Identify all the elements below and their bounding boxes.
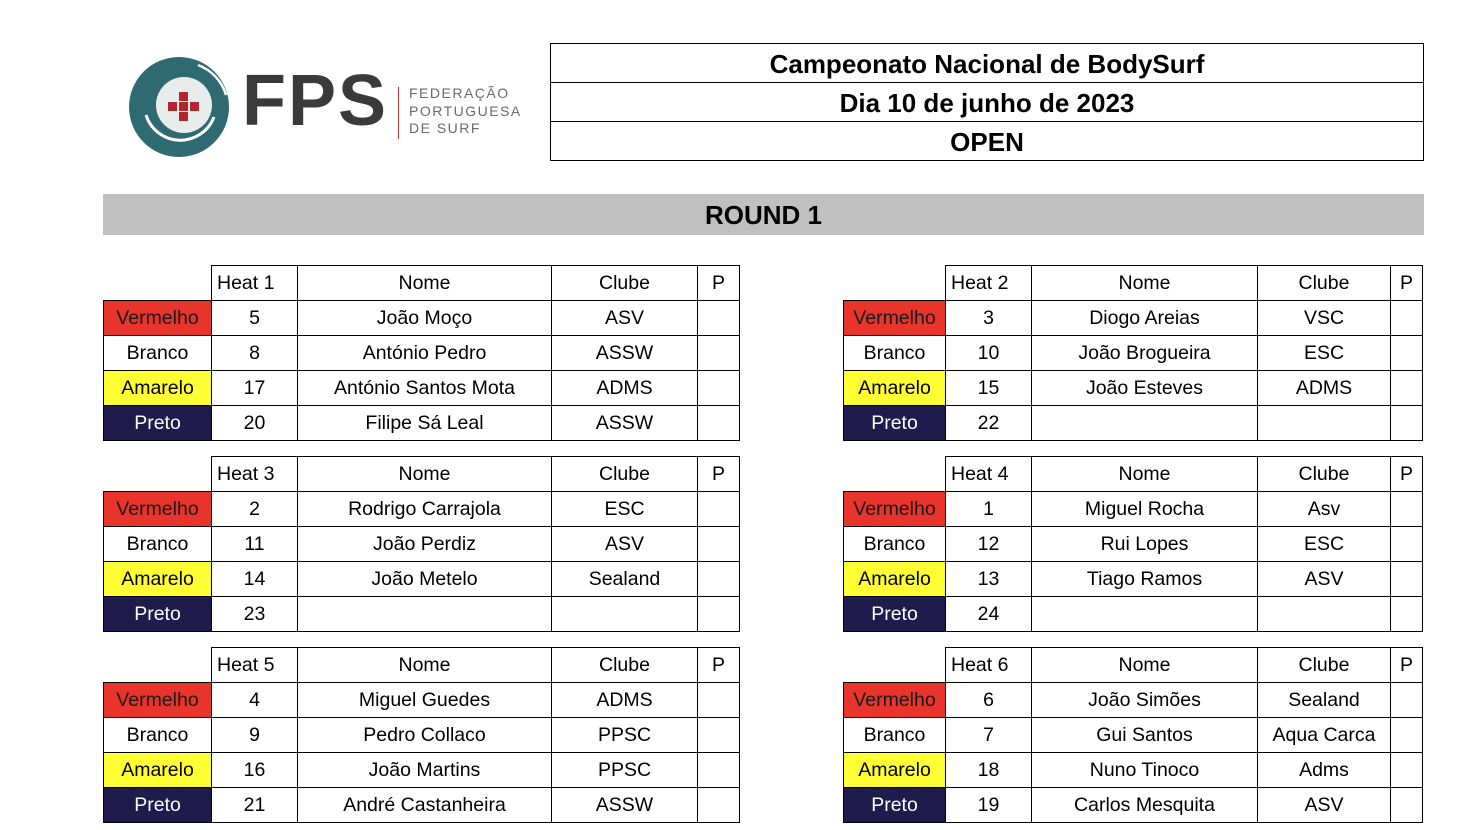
heat-label: Heat 2: [946, 266, 1032, 301]
lycra-color-cell: Vermelho: [104, 683, 212, 718]
surfer-position: [698, 336, 740, 371]
surfer-name: António Pedro: [298, 336, 552, 371]
surfer-name: João Brogueira: [1032, 336, 1258, 371]
surfer-position: [1391, 753, 1423, 788]
column-header-clube: Clube: [1258, 648, 1391, 683]
column-header-p: P: [1391, 648, 1423, 683]
lycra-color-cell: Branco: [844, 336, 946, 371]
lycra-color-cell: Branco: [844, 718, 946, 753]
lycra-color-cell: Amarelo: [844, 753, 946, 788]
column-header-p: P: [698, 457, 740, 492]
surfer-club: Sealand: [1258, 683, 1391, 718]
column-header-nome: Nome: [1032, 266, 1258, 301]
table-row: [844, 406, 1423, 441]
table-row: [104, 562, 740, 597]
surfer-club: ESC: [1258, 527, 1391, 562]
column-header-p: P: [698, 648, 740, 683]
table-row: [104, 788, 740, 823]
table-row: [844, 371, 1423, 406]
heat-label: Heat 4: [946, 457, 1032, 492]
surfer-number: 10: [946, 336, 1032, 371]
surfer-club: Asv: [1258, 492, 1391, 527]
surfer-position: [698, 371, 740, 406]
surfer-club: ESC: [1258, 336, 1391, 371]
surfer-name: Miguel Guedes: [298, 683, 552, 718]
column-header-nome: Nome: [298, 648, 552, 683]
table-row: [844, 527, 1423, 562]
surfer-number: 16: [212, 753, 298, 788]
surfer-club: ASSW: [552, 788, 698, 823]
surfer-name: Rui Lopes: [1032, 527, 1258, 562]
surfer-club: [552, 597, 698, 632]
surfer-number: 2: [212, 492, 298, 527]
surfer-name: Rodrigo Carrajola: [298, 492, 552, 527]
surfer-club: Adms: [1258, 753, 1391, 788]
surfer-name: André Castanheira: [298, 788, 552, 823]
surfer-position: [698, 718, 740, 753]
surfer-name: [1032, 597, 1258, 632]
column-header-nome: Nome: [1032, 648, 1258, 683]
header-corner: [844, 457, 946, 492]
surfer-club: ASV: [552, 527, 698, 562]
heat-header-row: [104, 648, 740, 683]
heat-header-row: [844, 457, 1423, 492]
header-corner: [844, 648, 946, 683]
lycra-color-cell: Preto: [844, 406, 946, 441]
surfer-position: [1391, 597, 1423, 632]
surfer-number: 8: [212, 336, 298, 371]
surfer-name: Tiago Ramos: [1032, 562, 1258, 597]
lycra-color-cell: Vermelho: [104, 301, 212, 336]
surfer-name: Gui Santos: [1032, 718, 1258, 753]
lycra-color-cell: Preto: [104, 597, 212, 632]
column-header-p: P: [1391, 266, 1423, 301]
column-header-nome: Nome: [1032, 457, 1258, 492]
surfer-number: 19: [946, 788, 1032, 823]
lycra-color-cell: Branco: [104, 336, 212, 371]
event-title-box: [550, 43, 1424, 161]
table-row: [844, 753, 1423, 788]
table-row: [844, 492, 1423, 527]
surfer-name: Carlos Mesquita: [1032, 788, 1258, 823]
heat-label: Heat 3: [212, 457, 298, 492]
table-row: [844, 683, 1423, 718]
surfer-position: [1391, 527, 1423, 562]
logo-line-3: DE SURF: [409, 120, 481, 136]
column-header-nome: Nome: [298, 457, 552, 492]
surfer-club: ADMS: [1258, 371, 1391, 406]
surfer-position: [698, 753, 740, 788]
lycra-color-cell: Vermelho: [844, 683, 946, 718]
column-header-p: P: [698, 266, 740, 301]
surfer-position: [698, 788, 740, 823]
surfer-club: PPSC: [552, 753, 698, 788]
surfer-position: [1391, 492, 1423, 527]
surfer-name: Nuno Tinoco: [1032, 753, 1258, 788]
surfer-club: ADMS: [552, 683, 698, 718]
surfer-name: António Santos Mota: [298, 371, 552, 406]
column-header-clube: Clube: [552, 457, 698, 492]
heat-header-row: [104, 457, 740, 492]
column-header-clube: Clube: [552, 648, 698, 683]
round-title: ROUND 1: [103, 194, 1424, 235]
table-row: [104, 753, 740, 788]
table-row: [104, 371, 740, 406]
surfer-position: [698, 527, 740, 562]
surfer-number: 12: [946, 527, 1032, 562]
header-corner: [104, 648, 212, 683]
logo-divider: [398, 87, 399, 139]
lycra-color-cell: Branco: [104, 718, 212, 753]
surfer-number: 20: [212, 406, 298, 441]
column-header-p: P: [1391, 457, 1423, 492]
surfer-club: [1258, 406, 1391, 441]
lycra-color-cell: Amarelo: [844, 562, 946, 597]
fps-logo: [128, 55, 528, 160]
surfer-number: 15: [946, 371, 1032, 406]
surfer-position: [698, 597, 740, 632]
surfer-number: 7: [946, 718, 1032, 753]
heat-table: [103, 265, 740, 441]
heat-header-row: [844, 266, 1423, 301]
surfer-number: 23: [212, 597, 298, 632]
header-corner: [104, 457, 212, 492]
surfer-name: Filipe Sá Leal: [298, 406, 552, 441]
surfer-position: [698, 406, 740, 441]
heat-label: Heat 1: [212, 266, 298, 301]
logo-line-2: PORTUGUESA: [409, 102, 522, 119]
surfer-number: 3: [946, 301, 1032, 336]
heat-table: [843, 265, 1423, 441]
heat-table: [843, 456, 1423, 632]
surfer-number: 11: [212, 527, 298, 562]
surfer-number: 1: [946, 492, 1032, 527]
lycra-color-cell: Vermelho: [104, 492, 212, 527]
surfer-position: [698, 301, 740, 336]
surfer-club: Sealand: [552, 562, 698, 597]
surfer-club: ESC: [552, 492, 698, 527]
table-row: [104, 336, 740, 371]
surfer-name: [1032, 406, 1258, 441]
table-row: [844, 718, 1423, 753]
surfer-position: [698, 492, 740, 527]
surfer-position: [1391, 562, 1423, 597]
header-corner: [844, 266, 946, 301]
surfer-number: 18: [946, 753, 1032, 788]
surfer-name: Pedro Collaco: [298, 718, 552, 753]
event-date: Dia 10 de junho de 2023: [551, 83, 1423, 122]
surfer-name: João Moço: [298, 301, 552, 336]
header-corner: [104, 266, 212, 301]
surfer-number: 24: [946, 597, 1032, 632]
surfer-club: ASV: [552, 301, 698, 336]
column-header-nome: Nome: [298, 266, 552, 301]
heat-table: [843, 647, 1423, 823]
surfer-number: 9: [212, 718, 298, 753]
surfer-club: VSC: [1258, 301, 1391, 336]
lycra-color-cell: Amarelo: [104, 562, 212, 597]
surfer-number: 22: [946, 406, 1032, 441]
surfer-position: [1391, 718, 1423, 753]
surfer-position: [1391, 788, 1423, 823]
surfer-club: PPSC: [552, 718, 698, 753]
table-row: [104, 406, 740, 441]
surfer-number: 14: [212, 562, 298, 597]
surfer-number: 5: [212, 301, 298, 336]
surfer-number: 17: [212, 371, 298, 406]
surfer-name: João Simões: [1032, 683, 1258, 718]
table-row: [104, 683, 740, 718]
table-row: [104, 527, 740, 562]
surfer-name: João Perdiz: [298, 527, 552, 562]
column-header-clube: Clube: [1258, 266, 1391, 301]
table-row: [844, 336, 1423, 371]
table-row: [104, 597, 740, 632]
surfer-club: ASV: [1258, 562, 1391, 597]
surfer-name: [298, 597, 552, 632]
surfer-number: 6: [946, 683, 1032, 718]
lycra-color-cell: Preto: [844, 597, 946, 632]
table-row: [104, 492, 740, 527]
surfer-position: [1391, 301, 1423, 336]
event-category: OPEN: [950, 127, 1024, 157]
event-name: Campeonato Nacional de BodySurf: [551, 44, 1423, 83]
surfer-name: João Martins: [298, 753, 552, 788]
lycra-color-cell: Branco: [844, 527, 946, 562]
surfer-position: [1391, 683, 1423, 718]
logo-wordmark: [409, 85, 522, 138]
surfer-club: ASSW: [552, 406, 698, 441]
table-row: [844, 562, 1423, 597]
heat-header-row: [844, 648, 1423, 683]
surfer-position: [698, 562, 740, 597]
heat-table: [103, 456, 740, 632]
surfer-position: [1391, 406, 1423, 441]
table-row: [844, 301, 1423, 336]
lycra-color-cell: Vermelho: [844, 301, 946, 336]
surfer-position: [1391, 336, 1423, 371]
table-row: [844, 788, 1423, 823]
surfer-club: ADMS: [552, 371, 698, 406]
surfer-club: [1258, 597, 1391, 632]
surfer-number: 21: [212, 788, 298, 823]
heat-header-row: [104, 266, 740, 301]
surfer-club: ASV: [1258, 788, 1391, 823]
fps-emblem-icon: [128, 55, 238, 160]
surfer-number: 13: [946, 562, 1032, 597]
surfer-position: [1391, 371, 1423, 406]
lycra-color-cell: Branco: [104, 527, 212, 562]
column-header-clube: Clube: [552, 266, 698, 301]
lycra-color-cell: Amarelo: [104, 371, 212, 406]
table-row: [104, 718, 740, 753]
surfer-club: ASSW: [552, 336, 698, 371]
column-header-clube: Clube: [1258, 457, 1391, 492]
surfer-number: 4: [212, 683, 298, 718]
logo-abbreviation: FPS: [242, 61, 389, 141]
lycra-color-cell: Preto: [104, 406, 212, 441]
lycra-color-cell: Vermelho: [844, 492, 946, 527]
surfer-position: [698, 683, 740, 718]
surfer-name: João Metelo: [298, 562, 552, 597]
heat-label: Heat 6: [946, 648, 1032, 683]
surfer-name: João Esteves: [1032, 371, 1258, 406]
lycra-color-cell: Amarelo: [104, 753, 212, 788]
table-row: [844, 597, 1423, 632]
lycra-color-cell: Preto: [844, 788, 946, 823]
lycra-color-cell: Amarelo: [844, 371, 946, 406]
surfer-club: Aqua Carca: [1258, 718, 1391, 753]
heat-table: [103, 647, 740, 823]
table-row: [104, 301, 740, 336]
logo-line-1: FEDERAÇÃO: [409, 85, 510, 101]
heat-label: Heat 5: [212, 648, 298, 683]
surfer-name: Miguel Rocha: [1032, 492, 1258, 527]
lycra-color-cell: Preto: [104, 788, 212, 823]
surfer-name: Diogo Areias: [1032, 301, 1258, 336]
